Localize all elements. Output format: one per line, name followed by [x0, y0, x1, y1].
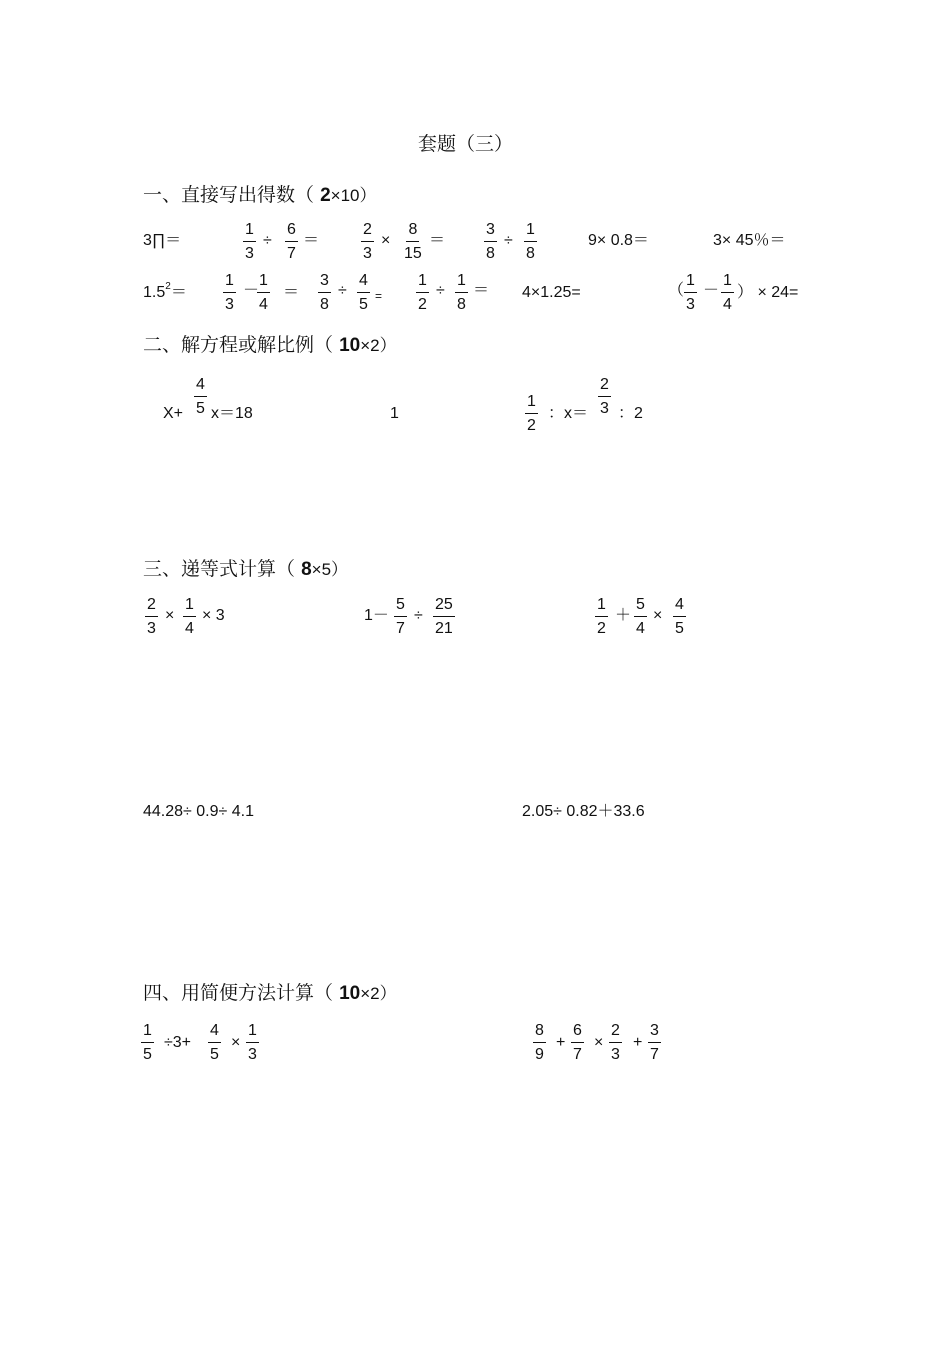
- fraction: $\frac{1}{4}$: [185, 596, 194, 637]
- section-heading-1: 一、直接写出得数（ 2×10）: [143, 184, 377, 206]
- fraction: $\frac{1}{3}$: [686, 272, 695, 313]
- fraction: $\frac{1}{2}$: [597, 596, 606, 637]
- expr-text: X+: [163, 405, 184, 422]
- fraction: $\frac{1}{3}$: [225, 272, 234, 313]
- fraction: $\frac{1}{2}$: [418, 272, 427, 313]
- fraction: $\frac{8}{9}$: [535, 1022, 544, 1063]
- fraction: $\frac{6}{7}$: [287, 221, 296, 262]
- equals: =: [375, 289, 383, 303]
- section-heading-3: 三、递等式计算（ 8×5）: [143, 558, 349, 580]
- fraction: $\frac{1}{3}$: [245, 221, 254, 262]
- fraction: $\frac{1}{4}$: [259, 272, 268, 313]
- expr-text: 44.28÷ 0.9÷ 4.1: [143, 803, 254, 820]
- section-heading-4: 四、用简便方法计算（ 10×2）: [143, 982, 397, 1004]
- fraction: $\frac{1}{5}$: [143, 1022, 152, 1063]
- fraction: $\frac{3}{7}$: [650, 1022, 659, 1063]
- fraction: $\frac{1}{8}$: [457, 272, 466, 313]
- fraction: $\frac{6}{7}$: [573, 1022, 582, 1063]
- operator: ×: [594, 1034, 604, 1051]
- expr-text: $1.5^2=$: [143, 281, 187, 301]
- operator: ÷: [504, 232, 513, 249]
- fraction: $\frac{1}{8}$: [526, 221, 535, 262]
- fraction: $\frac{3}{8}$: [486, 221, 495, 262]
- expr-text: ：2: [618, 405, 643, 422]
- equals: ＝: [303, 232, 320, 249]
- section-heading-2: 二、解方程或解比例（ 10×2）: [143, 334, 397, 356]
- equals: ＝: [473, 282, 490, 299]
- fraction: $\frac{2}{3}$: [611, 1022, 620, 1063]
- fraction: $\frac{2}{3}$: [363, 221, 372, 262]
- equals: ＝: [429, 232, 446, 249]
- operator: ×: [653, 607, 663, 624]
- fraction: $\frac{4}{5}$: [210, 1022, 219, 1063]
- paren: （: [668, 282, 685, 299]
- operator: ÷: [436, 282, 445, 299]
- expr-text: 3× 45％＝: [713, 232, 786, 249]
- fraction: $\frac{1}{4}$: [723, 272, 732, 313]
- operator: +: [633, 1034, 643, 1051]
- fraction: $\frac{5}{4}$: [636, 596, 645, 637]
- operator: －: [703, 282, 720, 299]
- expr-text: 3∏＝: [143, 232, 182, 249]
- fraction: $\frac{1}{2}$: [527, 393, 536, 434]
- fraction: $\frac{1}{3}$: [248, 1022, 257, 1063]
- expr-text: 2.05÷ 0.82＋33.6: [522, 803, 645, 820]
- expr-text: ） × 24=: [737, 284, 799, 301]
- expr-text: x＝18: [211, 405, 253, 422]
- operator: ÷: [263, 232, 272, 249]
- operator: +: [556, 1034, 566, 1051]
- fraction: $\frac{25}{21}$: [435, 596, 453, 637]
- operator: ×: [165, 607, 175, 624]
- expr-text: × 3: [202, 607, 225, 624]
- fraction: $\frac{8}{15}$: [404, 221, 422, 262]
- fraction: $\frac{4}{5}$: [675, 596, 684, 637]
- expr-text: 9× 0.8＝: [588, 232, 649, 249]
- operator: ÷: [338, 282, 347, 299]
- operator: ×: [231, 1034, 241, 1051]
- operator: ＋: [615, 607, 632, 624]
- operator: ÷: [414, 607, 423, 624]
- expr-text: 1: [390, 405, 399, 422]
- fraction: $\frac{4}{5}$: [196, 376, 205, 417]
- expr-text: ：x＝: [548, 405, 589, 422]
- fraction: $\frac{3}{8}$: [320, 272, 329, 313]
- fraction: $\frac{5}{7}$: [396, 596, 405, 637]
- expr-text: ÷3+: [164, 1034, 192, 1051]
- page-title: 套题（三）: [418, 133, 514, 155]
- expr-text: 1－: [364, 607, 389, 624]
- expr-text: 4×1.25=: [522, 284, 581, 301]
- fraction: $\frac{4}{5}$: [359, 272, 368, 313]
- fraction: $\frac{2}{3}$: [600, 376, 609, 417]
- fraction: $\frac{2}{3}$: [147, 596, 156, 637]
- equals: ＝: [283, 284, 300, 301]
- operator: ×: [381, 232, 391, 249]
- operator: －: [243, 282, 260, 299]
